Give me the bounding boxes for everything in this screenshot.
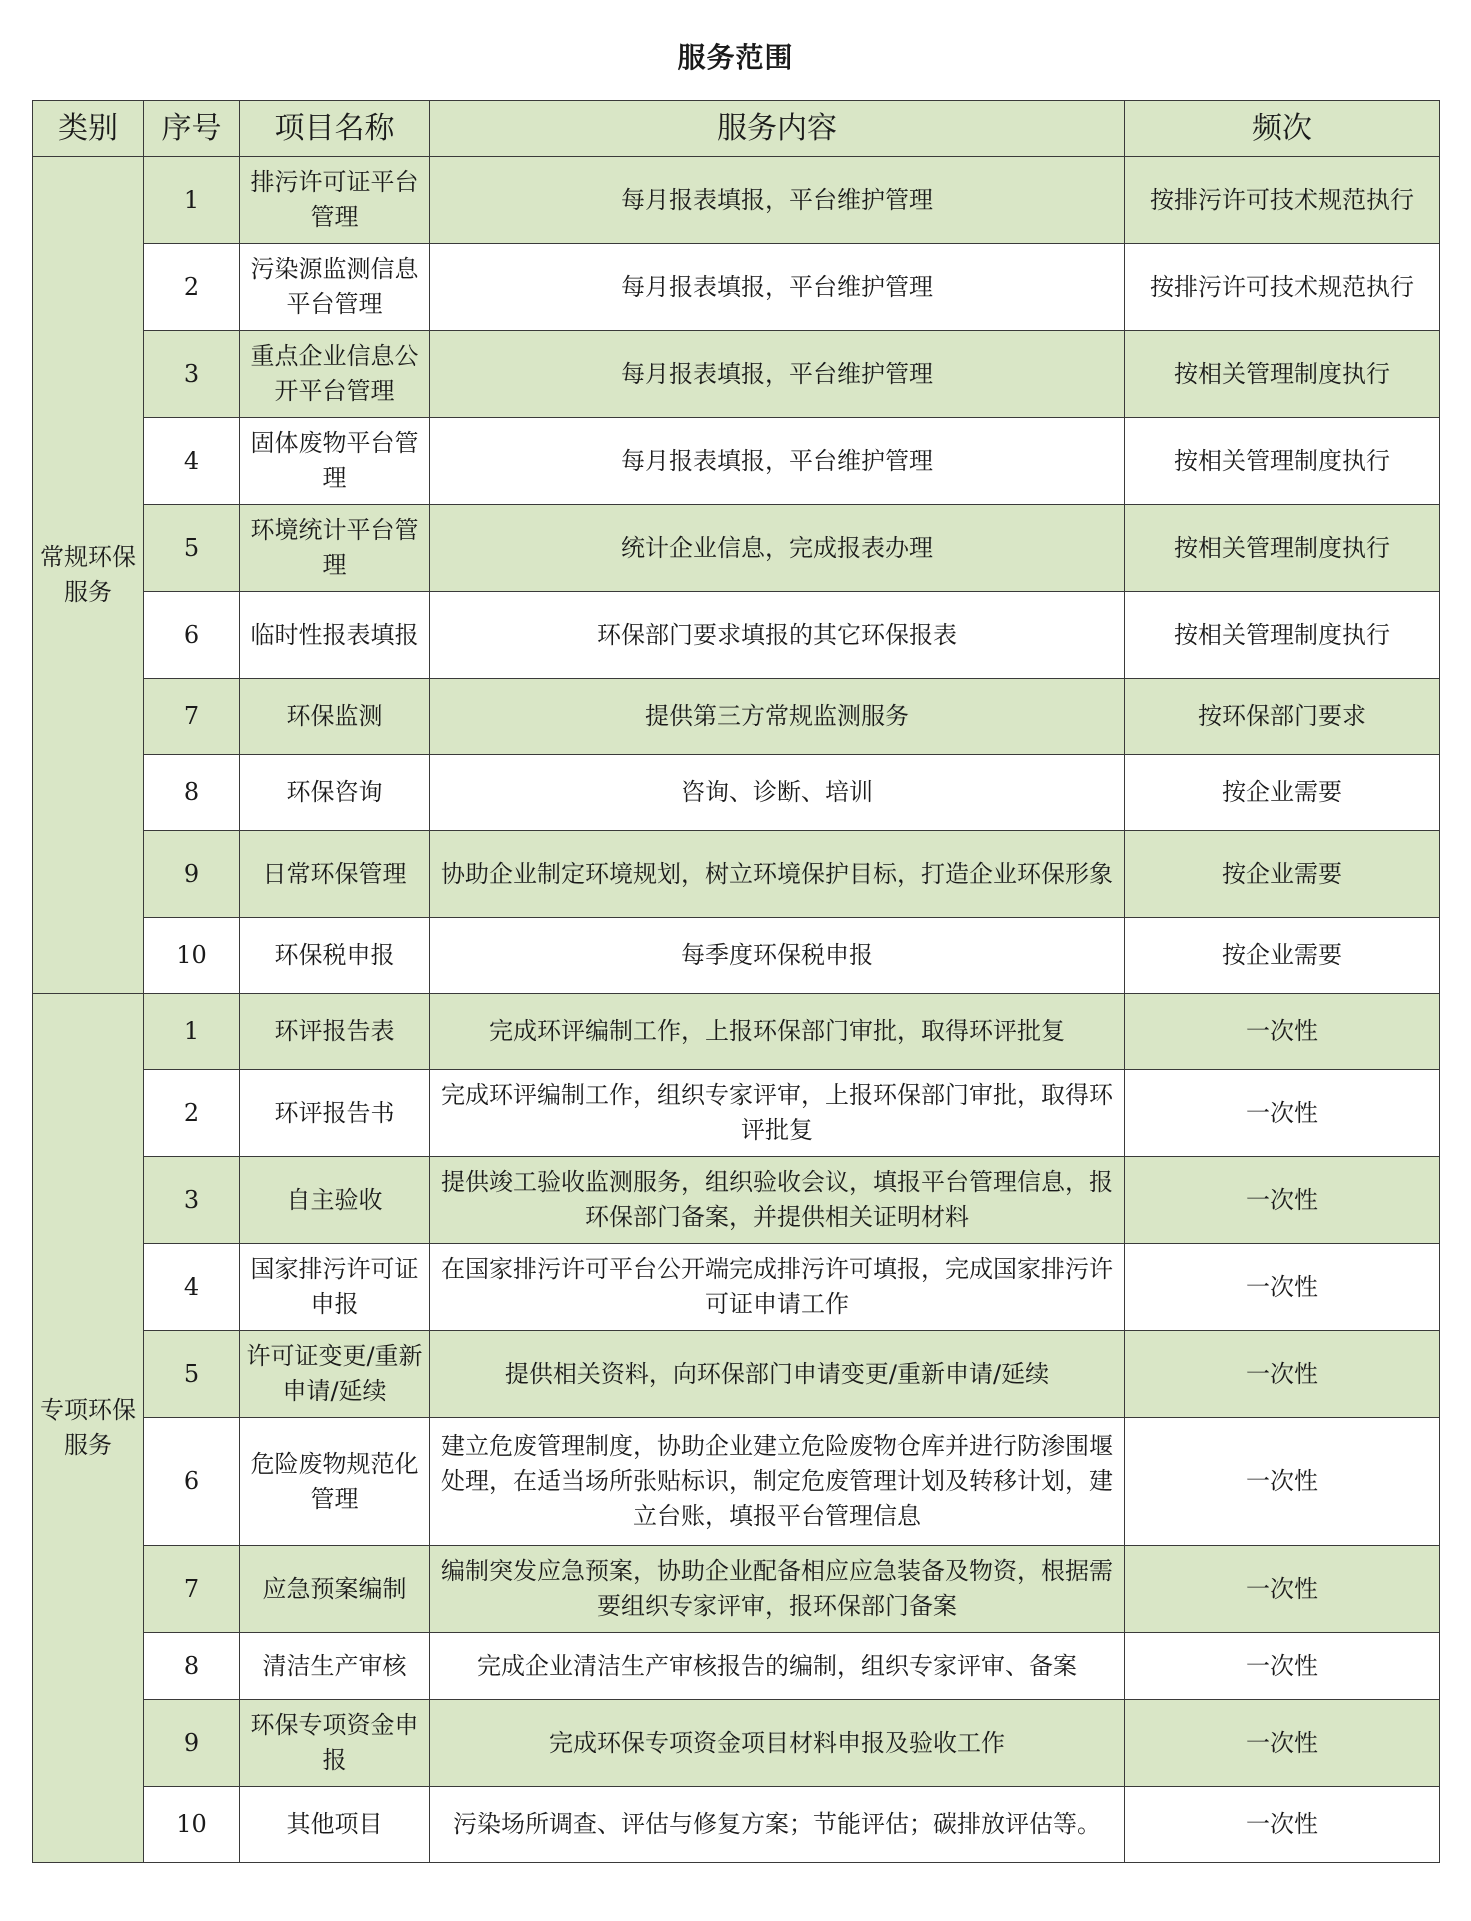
content-cell: 完成环评编制工作，上报环保部门审批，取得环评批复	[430, 994, 1125, 1070]
frequency-cell: 按企业需要	[1125, 831, 1440, 918]
frequency-cell: 一次性	[1125, 1070, 1440, 1157]
seq-cell: 6	[144, 592, 240, 679]
table-header-row	[33, 101, 1440, 157]
content-cell: 污染场所调查、评估与修复方案；节能评估；碳排放评估等。	[430, 1787, 1125, 1863]
header-content: 服务内容	[430, 101, 1125, 157]
content-cell: 提供竣工验收监测服务，组织验收会议，填报平台管理信息，报环保部门备案，并提供相关证明材料	[430, 1157, 1125, 1244]
table-row	[33, 331, 1440, 418]
name-cell: 环保专项资金申报	[240, 1700, 430, 1787]
name-cell: 清洁生产审核	[240, 1633, 430, 1700]
table-row	[33, 994, 1440, 1070]
seq-cell: 8	[144, 1633, 240, 1700]
table-row	[33, 755, 1440, 831]
content-cell: 完成企业清洁生产审核报告的编制，组织专家评审、备案	[430, 1633, 1125, 1700]
name-cell: 环保咨询	[240, 755, 430, 831]
table-body	[33, 157, 1440, 1863]
content-cell: 建立危废管理制度，协助企业建立危险废物仓库并进行防渗围堰处理，在适当场所张贴标识，制定危废管理计划及转移计划，建立台账，填报平台管理信息	[430, 1418, 1125, 1546]
frequency-cell: 按环保部门要求	[1125, 679, 1440, 755]
table-row	[33, 1787, 1440, 1863]
seq-cell: 7	[144, 1546, 240, 1633]
frequency-cell: 一次性	[1125, 1700, 1440, 1787]
frequency-cell: 按相关管理制度执行	[1125, 505, 1440, 592]
name-cell: 应急预案编制	[240, 1546, 430, 1633]
name-cell: 国家排污许可证申报	[240, 1244, 430, 1331]
content-cell: 完成环评编制工作，组织专家评审，上报环保部门审批，取得环评批复	[430, 1070, 1125, 1157]
table-row	[33, 244, 1440, 331]
content-cell: 环保部门要求填报的其它环保报表	[430, 592, 1125, 679]
seq-cell: 5	[144, 505, 240, 592]
seq-cell: 1	[144, 994, 240, 1070]
name-cell: 临时性报表填报	[240, 592, 430, 679]
table-row	[33, 1418, 1440, 1546]
seq-cell: 9	[144, 831, 240, 918]
content-cell: 统计企业信息，完成报表办理	[430, 505, 1125, 592]
name-cell: 环评报告表	[240, 994, 430, 1070]
table-row	[33, 1700, 1440, 1787]
name-cell: 其他项目	[240, 1787, 430, 1863]
frequency-cell: 一次性	[1125, 994, 1440, 1070]
content-cell: 在国家排污许可平台公开端完成排污许可填报，完成国家排污许可证申请工作	[430, 1244, 1125, 1331]
seq-cell: 4	[144, 418, 240, 505]
name-cell: 日常环保管理	[240, 831, 430, 918]
content-cell: 编制突发应急预案，协助企业配备相应应急装备及物资，根据需要组织专家评审，报环保部门备案	[430, 1546, 1125, 1633]
header-category: 类别	[33, 101, 144, 157]
seq-cell: 3	[144, 1157, 240, 1244]
seq-cell: 10	[144, 1787, 240, 1863]
seq-cell: 9	[144, 1700, 240, 1787]
seq-cell: 10	[144, 918, 240, 994]
content-cell: 每月报表填报，平台维护管理	[430, 331, 1125, 418]
header-name: 项目名称	[240, 101, 430, 157]
frequency-cell: 按排污许可技术规范执行	[1125, 157, 1440, 244]
page-title: 服务范围	[677, 41, 794, 74]
seq-cell: 2	[144, 1070, 240, 1157]
service-scope-table	[32, 100, 1440, 1863]
table-row	[33, 505, 1440, 592]
name-cell: 环境统计平台管理	[240, 505, 430, 592]
content-cell: 协助企业制定环境规划，树立环境保护目标，打造企业环保形象	[430, 831, 1125, 918]
seq-cell: 1	[144, 157, 240, 244]
table-row	[33, 1157, 1440, 1244]
content-cell: 提供第三方常规监测服务	[430, 679, 1125, 755]
table-row	[33, 1633, 1440, 1700]
frequency-cell: 一次性	[1125, 1157, 1440, 1244]
content-cell: 提供相关资料，向环保部门申请变更/重新申请/延续	[430, 1331, 1125, 1418]
seq-cell: 5	[144, 1331, 240, 1418]
seq-cell: 8	[144, 755, 240, 831]
name-cell: 危险废物规范化管理	[240, 1418, 430, 1546]
frequency-cell: 按企业需要	[1125, 755, 1440, 831]
table-row	[33, 157, 1440, 244]
frequency-cell: 按相关管理制度执行	[1125, 592, 1440, 679]
frequency-cell: 一次性	[1125, 1418, 1440, 1546]
table-row	[33, 418, 1440, 505]
frequency-cell: 一次性	[1125, 1331, 1440, 1418]
table-row	[33, 918, 1440, 994]
name-cell: 环评报告书	[240, 1070, 430, 1157]
frequency-cell: 一次性	[1125, 1633, 1440, 1700]
category-cell: 专项环保服务	[33, 994, 144, 1863]
frequency-cell: 一次性	[1125, 1546, 1440, 1633]
seq-cell: 6	[144, 1418, 240, 1546]
seq-cell: 3	[144, 331, 240, 418]
table-row	[33, 592, 1440, 679]
table-row	[33, 831, 1440, 918]
name-cell: 环保税申报	[240, 918, 430, 994]
content-cell: 每月报表填报，平台维护管理	[430, 244, 1125, 331]
name-cell: 许可证变更/重新申请/延续	[240, 1331, 430, 1418]
category-cell: 常规环保服务	[33, 157, 144, 994]
name-cell: 固体废物平台管理	[240, 418, 430, 505]
table-row	[33, 679, 1440, 755]
name-cell: 重点企业信息公开平台管理	[240, 331, 430, 418]
name-cell: 自主验收	[240, 1157, 430, 1244]
frequency-cell: 按排污许可技术规范执行	[1125, 244, 1440, 331]
content-cell: 每月报表填报，平台维护管理	[430, 157, 1125, 244]
frequency-cell: 按相关管理制度执行	[1125, 418, 1440, 505]
seq-cell: 4	[144, 1244, 240, 1331]
name-cell: 环保监测	[240, 679, 430, 755]
frequency-cell: 按相关管理制度执行	[1125, 331, 1440, 418]
seq-cell: 7	[144, 679, 240, 755]
frequency-cell: 一次性	[1125, 1787, 1440, 1863]
content-cell: 咨询、诊断、培训	[430, 755, 1125, 831]
name-cell: 污染源监测信息平台管理	[240, 244, 430, 331]
content-cell: 每月报表填报，平台维护管理	[430, 418, 1125, 505]
header-seq: 序号	[144, 101, 240, 157]
seq-cell: 2	[144, 244, 240, 331]
name-cell: 排污许可证平台管理	[240, 157, 430, 244]
frequency-cell: 按企业需要	[1125, 918, 1440, 994]
table-row	[33, 1244, 1440, 1331]
content-cell: 每季度环保税申报	[430, 918, 1125, 994]
table-row	[33, 1546, 1440, 1633]
table-row	[33, 1331, 1440, 1418]
header-frequency: 频次	[1125, 101, 1440, 157]
content-cell: 完成环保专项资金项目材料申报及验收工作	[430, 1700, 1125, 1787]
frequency-cell: 一次性	[1125, 1244, 1440, 1331]
table-row	[33, 1070, 1440, 1157]
